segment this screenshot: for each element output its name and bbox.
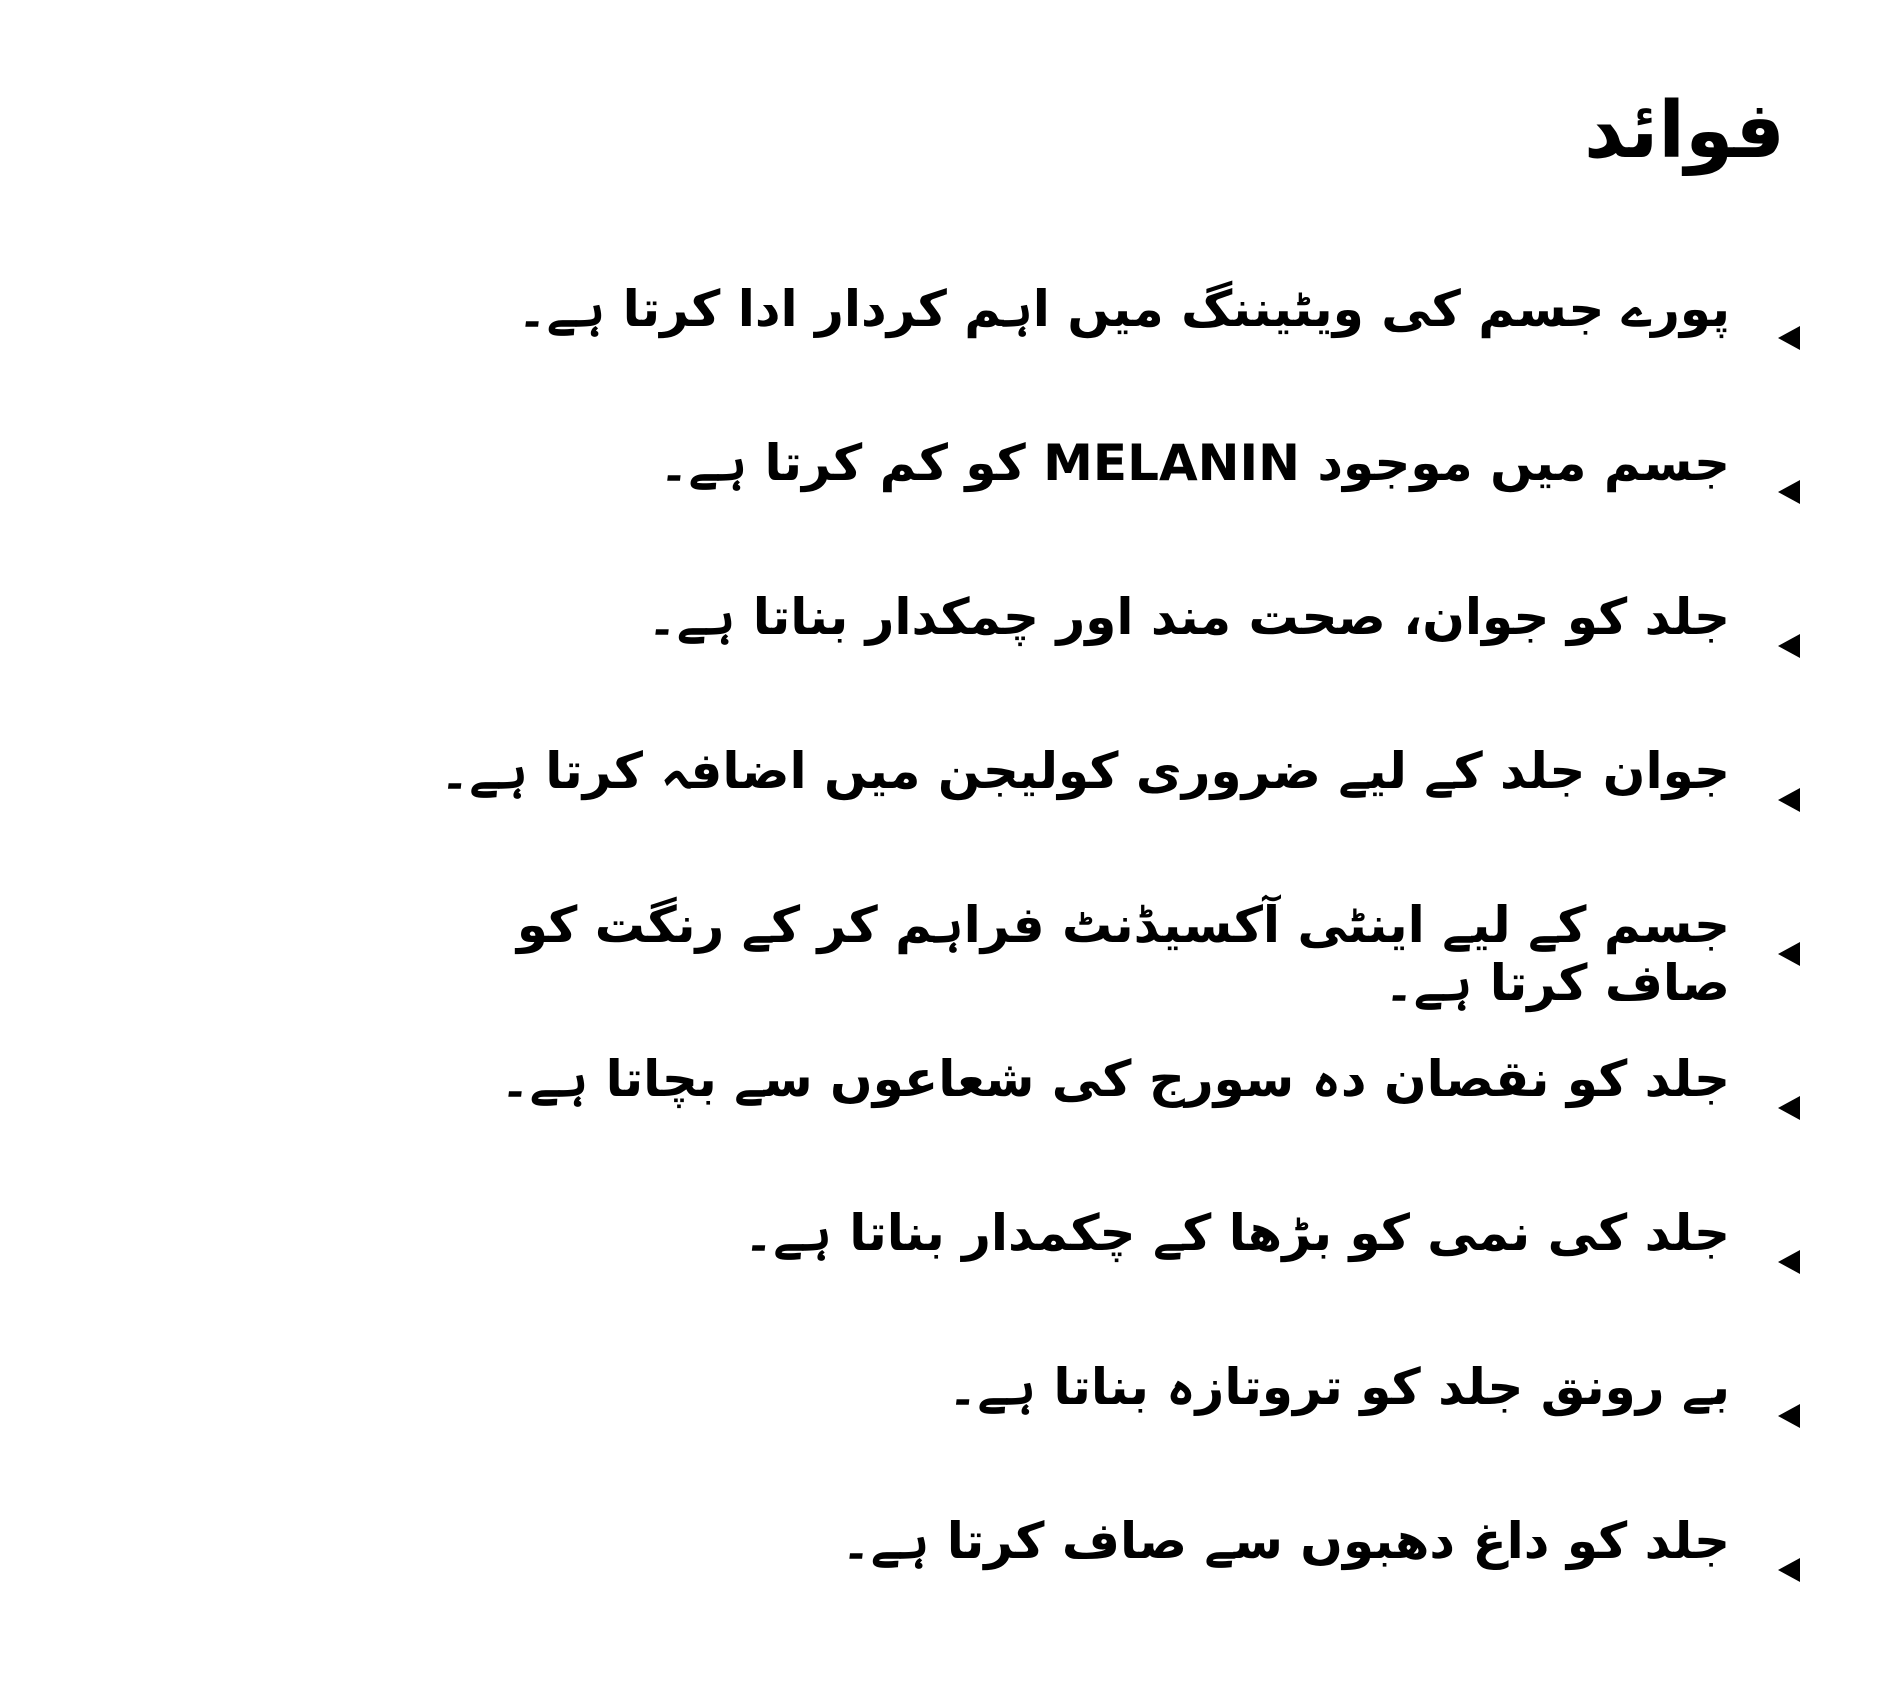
triangle-left-icon	[1752, 896, 1810, 996]
list-item	[390, 1204, 1810, 1358]
triangle-left-icon	[1752, 1050, 1810, 1150]
list-item	[390, 1358, 1810, 1512]
triangle-left-icon	[1752, 1512, 1810, 1612]
page-title: فوائد	[1583, 86, 1785, 176]
list-item-text: جلد کو نقصان دہ سورج کی شعاعوں سے بچاتا ہے۔	[500, 1050, 1730, 1108]
list-item	[390, 280, 1810, 434]
triangle-left-icon	[1752, 588, 1810, 688]
triangle-left-icon	[1752, 1358, 1810, 1458]
list-item	[390, 1050, 1810, 1204]
list-item	[390, 896, 1810, 1050]
list-item	[390, 588, 1810, 742]
list-item-text: پورے جسم کی ویٹیننگ میں اہم کردار ادا کرتا ہے۔	[517, 280, 1730, 338]
list-item	[390, 434, 1810, 588]
list-item	[390, 1512, 1810, 1666]
benefits-list	[390, 280, 1810, 1666]
list-item-text: بے رونق جلد کو تروتازہ بناتا ہے۔	[948, 1358, 1730, 1416]
list-item-text: جلد کو جوان، صحت مند اور چمکدار بناتا ہے۔	[647, 588, 1730, 646]
list-item-text: جسم میں موجود MELANIN کو کم کرتا ہے۔	[659, 434, 1730, 492]
triangle-left-icon	[1752, 434, 1810, 534]
list-item-text: جسم کے لیے اینٹی آکسیڈنٹ فراہم کر کے رنگت کو صاف کرتا ہے۔	[516, 896, 1730, 1012]
triangle-left-icon	[1752, 742, 1810, 842]
triangle-left-icon	[1752, 280, 1810, 380]
triangle-left-icon	[1752, 1204, 1810, 1304]
list-item-text: جوان جلد کے لیے ضروری کولیجن میں اضافہ کرتا ہے۔	[439, 742, 1730, 800]
list-item	[390, 742, 1810, 896]
list-item-text: جلد کو داغ دھبوں سے صاف کرتا ہے۔	[841, 1512, 1730, 1570]
list-item-text: جلد کی نمی کو بڑھا کے چکمدار بناتا ہے۔	[743, 1204, 1730, 1262]
